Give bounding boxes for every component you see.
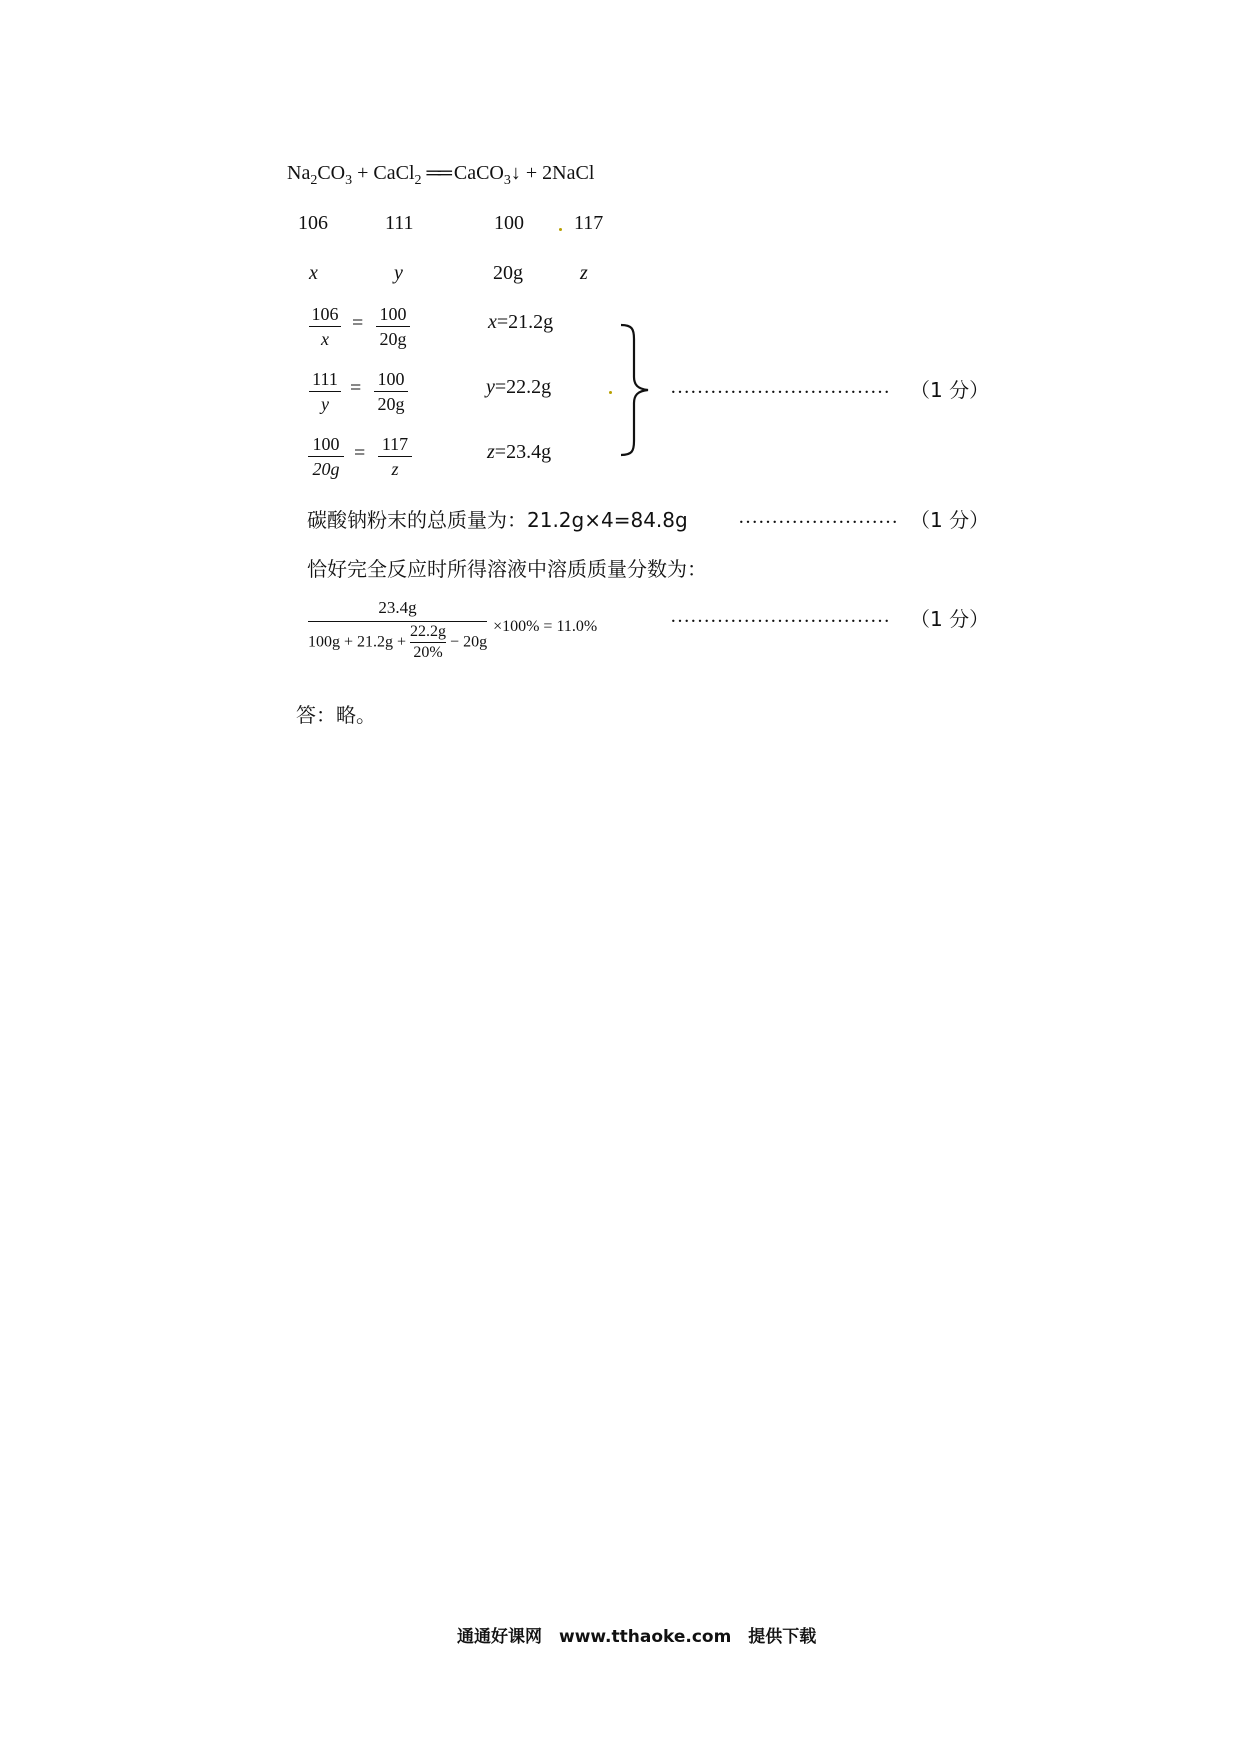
final-tail: ×100% = 11.0% [493,617,598,635]
total-mass-line: 碳酸钠粉末的总质量为：21.2g×4=84.8g [307,508,688,532]
molar-mass-na2co3: 106 [298,212,328,234]
final-den-part2: − 20g [450,633,488,651]
inner-numerator: 22.2g [410,623,447,640]
score-2: （1 分） [910,508,990,532]
ratio1-result: x=21.2g [488,311,554,333]
ratio3-eq: = [354,442,366,464]
page-footer: 通通好课网 www.tthaoke.com 提供下载 [457,1627,817,1647]
ratio3-right: 117 z [378,435,412,478]
mass-x: x [309,262,318,284]
molar-mass-nacl: 117 [574,212,604,234]
ratio1-eq: = [352,312,364,334]
ratio2-result: y=22.2g [486,376,552,398]
fraction-intro: 恰好完全反应时所得溶液中溶质质量分数为： [307,557,707,581]
score-dots-1: …………………………… [670,376,890,398]
final-numerator: 23.4g [378,598,417,617]
ratio1-left: 106 x [309,305,341,348]
equals-arrow: ══ [426,162,449,184]
ratio2-right: 100 20g [374,370,408,413]
stray-mark [609,391,612,394]
inner-denominator: 20% [413,644,443,661]
molar-mass-cacl2: 111 [385,212,414,234]
mass-caco3: 20g [493,262,523,284]
score-1: （1 分） [910,378,990,402]
mass-z: z [580,262,588,284]
mass-y: y [394,262,403,284]
ratio3-left: 100 20g [308,435,344,478]
final-fraction [308,598,597,661]
answer-line: 答：略。 [296,703,376,727]
final-den-part1: 100g + 21.2g + [308,633,407,651]
ratio1-right: 100 20g [376,305,410,348]
score-dots-2: …………………… [738,506,898,528]
chemical-equation: $Na_2CO_3$ + CaCl$_2$ ══ CaCO$_3$↓ + 2NaCl [287,162,595,188]
ratio3-result: z=23.4g [487,441,552,463]
molar-mass-caco3: 100 [494,212,524,234]
ratio2-eq: = [350,377,362,399]
score-dots-3: …………………………… [670,605,890,627]
score-3: （1 分） [910,607,990,631]
right-brace [618,323,652,457]
stray-mark [559,228,562,231]
ratio2-left: 111 y [309,370,341,413]
